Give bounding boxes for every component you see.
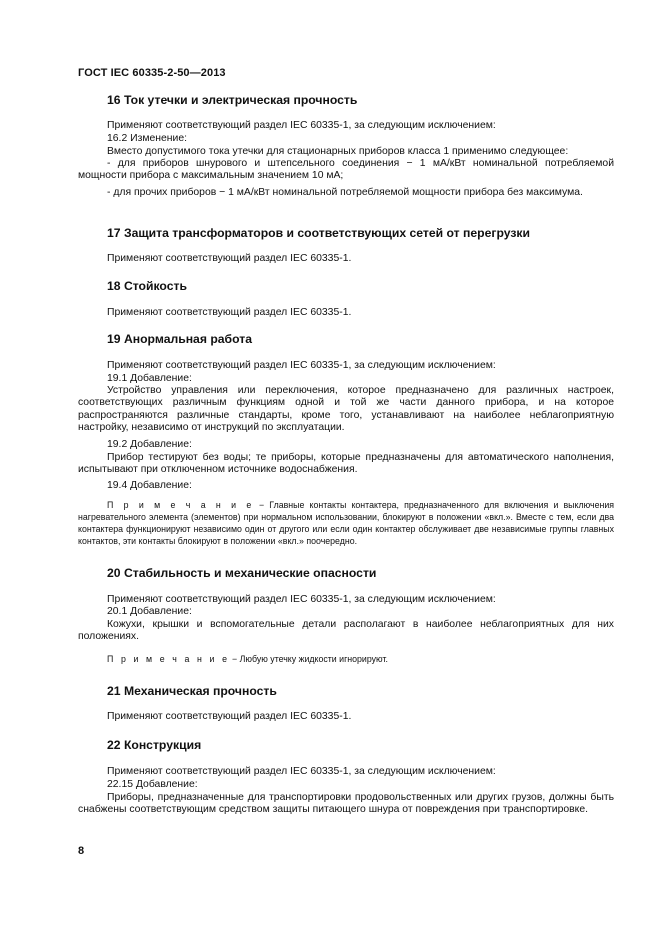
section-22-intro: Применяют соответствующий раздел IEC 60335-1, за следующим исключением: [107,766,496,777]
note-text: − Главные контакты контактера, предназначенного для включения и выключения нагревательного элемента (элементов) при нормальном использовании, блокируют в положении «вкл.». Вместе с тем, если два контактера функционируют независимо один от другого или если один контактер обслуживает две независимые группы главных контактов, эти контакты блокируют в положении «вкл.» поочередно. [78,500,615,546]
section-19-subclause-2: 19.2 Добавление: [107,439,192,450]
section-19-text-2: Прибор тестируют без воды; те приборы, которые предназначены для автоматического наполнения, испытывают при отключенном источнике водоснабжения. [78,452,614,476]
section-19-subclause-3: 19.4 Добавление: [107,480,192,491]
section-20-subclause: 20.1 Добавление: [107,606,192,617]
section-16-item-1: - для приборов шнурового и штепсельного соединения − 1 мА/кВт номинальной потребляемой мощности прибора с максимальным значением 10 мА; [78,158,614,182]
section-16-title: 16 Ток утечки и электрическая прочность [107,93,358,107]
section-19-title: 19 Анормальная работа [107,332,252,346]
section-19-text-1: Устройство управления или переключения, которое предназначено для различных настроек, соответствующих различным функциям одной и той же части данного прибора, и на которое распространяются различные стандарты, кроме того, устанавливают на наиболее неблагоприятную настройку, независимо от инструкций по эксплуатации. [78,385,614,433]
section-19-subclause-1: 19.1 Добавление: [107,373,192,384]
section-18-text: Применяют соответствующий раздел IEC 60335-1. [107,307,352,318]
section-21-text: Применяют соответствующий раздел IEC 60335-1. [107,711,352,722]
section-20-intro: Применяют соответствующий раздел IEC 60335-1, за следующим исключением: [107,594,496,605]
section-22-title: 22 Конструкция [107,738,202,752]
section-18-title: 18 Стойкость [107,279,187,293]
page-number: 8 [78,845,85,857]
section-16-item-2: - для прочих приборов − 1 мА/кВт номинальной потребляемой мощности прибора без максимума. [107,187,583,198]
section-16-intro: Применяют соответствующий раздел IEC 60335-1, за следующим исключением: [107,120,496,131]
note-label: П р и м е ч а н и е [107,654,230,664]
section-20-text: Кожухи, крышки и вспомогательные детали располагают в наиболее неблагоприятных для них положениях. [78,619,614,643]
section-20-note [78,653,614,665]
section-16-subclause: 16.2 Изменение: [107,133,187,144]
section-20-title: 20 Стабильность и механические опасности [107,566,377,580]
section-22-subclause: 22.15 Добавление: [107,779,198,790]
note-label: П р и м е ч а н и е [107,500,254,510]
section-17-text: Применяют соответствующий раздел IEC 60335-1. [107,253,352,264]
note-text: − Любую утечку жидкости игнорируют. [229,654,388,664]
section-17-title: 17 Защита трансформаторов и соответствующих сетей от перегрузки [107,226,531,240]
section-19-note [78,499,614,547]
document-code-header: ГОСТ IEC 60335-2-50—2013 [78,67,226,79]
section-19-intro: Применяют соответствующий раздел IEC 60335-1, за следующим исключением: [107,360,496,371]
section-16-text: Вместо допустимого тока утечки для стационарных приборов класса 1 применимо следующее: [107,146,569,157]
section-22-text: Приборы, предназначенные для транспортировки продовольственных или других грузов, должны быть снабжены соответствующим средством защиты питающего шнура от повреждения при транспортировке. [78,792,614,816]
section-21-title: 21 Механическая прочность [107,684,277,698]
